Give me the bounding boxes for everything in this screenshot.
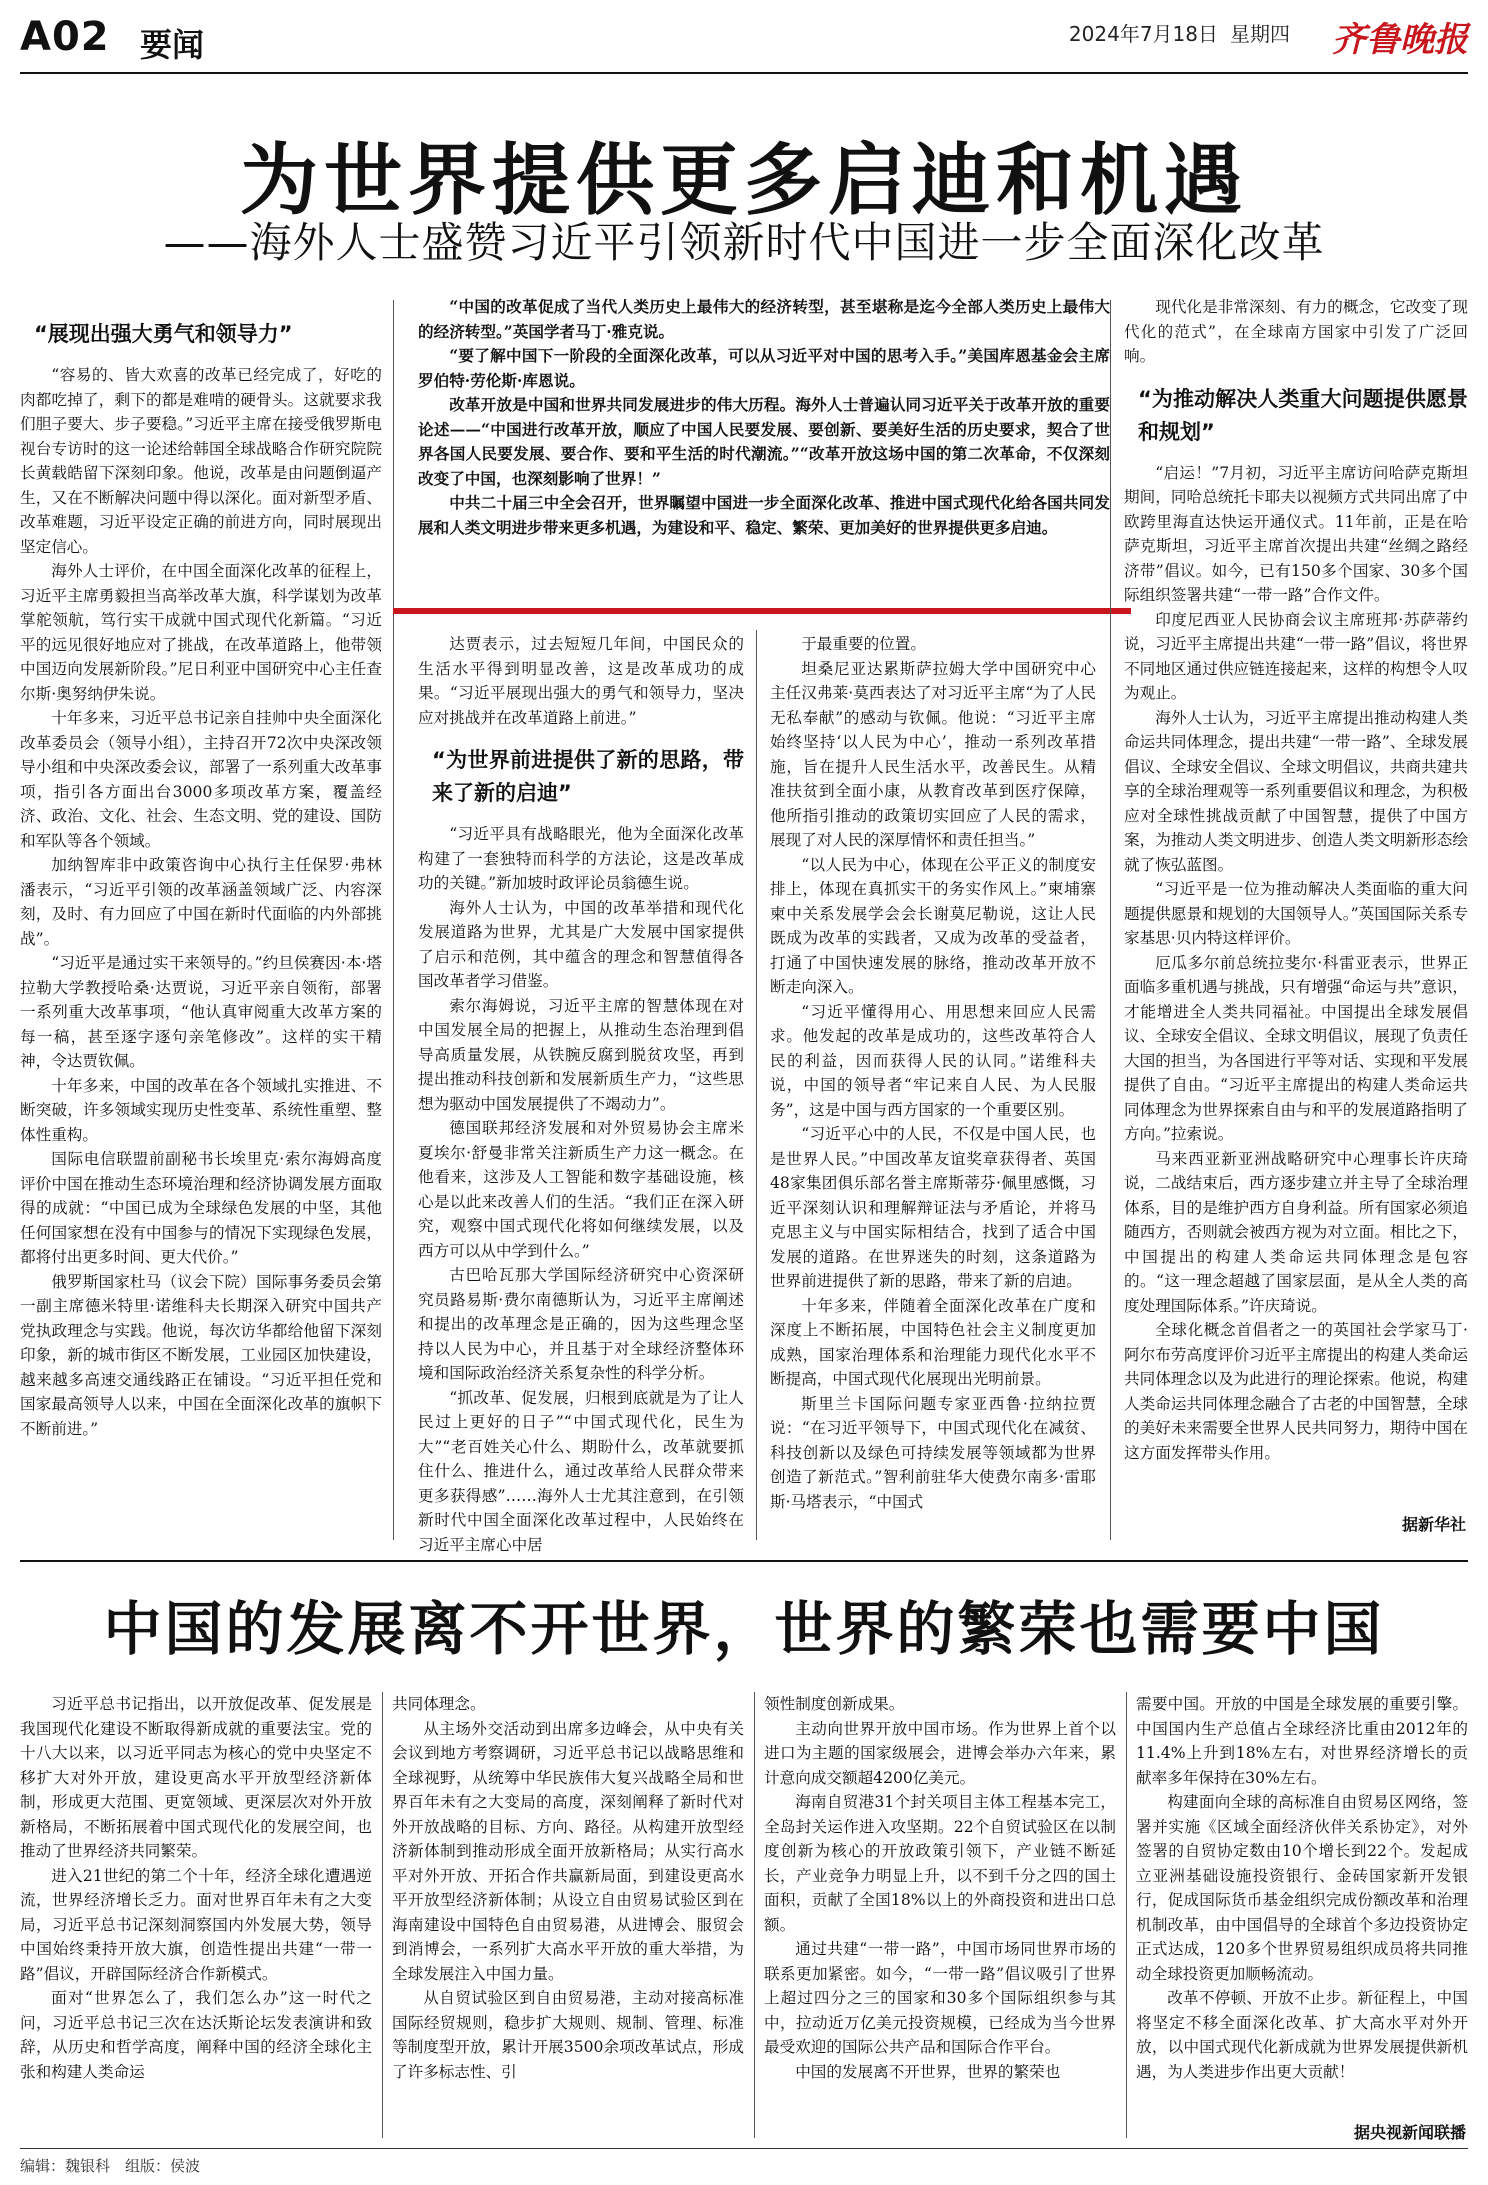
paragraph: 改革不停顿、开放不止步。新征程上，中国将坚定不移全面深化改革、扩大高水平对外开放，以中国式现代化新成就为世界发展提供新机遇，为人类进步作出更大贡献！ (1136, 1989, 1468, 2081)
box-paragraph: “要了解中国下一阶段的全面深化改革，可以从习近平对中国的思考入手。”美国库恩基金会主席罗伯特·劳伦斯·库恩说。 (418, 346, 1110, 390)
paragraph: 全球化概念首倡者之一的英国社会学家马丁·阿尔布劳高度评价习近平主席提出的构建人类命运共同体理念以及为此进行的理论探索。他说，构建人类命运共同体理念融合了古老的中国智慧，全球的美好未来需要全世界人民共同努力，期待中国在这方面发挥带头作用。 (1124, 1321, 1468, 1462)
paragraph: “启运！”7月初，习近平主席访问哈萨克斯坦期间，同哈总统托卡耶夫以视频方式共同出席了中欧跨里海直达快运开通仪式。11年前，正是在哈萨克斯坦，习近平主席首次提出共建“丝绸之路经济带”倡议。如今，已有150多个国家、30多个国际组织签署共建“一带一路”合作文件。 (1124, 463, 1468, 604)
article2-column-4 (1136, 1692, 1468, 2118)
paragraph: 十年多来，伴随着全面深化改革在广度和深度上不断拓展，中国特色社会主义制度更加成熟，国家治理体系和治理能力现代化水平不断提高，中国式现代化展现出光明前景。 (770, 1296, 1096, 1388)
paragraph: 俄罗斯国家杜马（议会下院）国际事务委员会第一副主席德米特里·诺维科夫长期深入研究中国共产党执政理念与实践。他说，每次访华都给他留下深刻印象，新的城市街区不断发展，工业园区加快建设，越来越多高速交通线路正在铺设。“习近平担任党和国家最高领导人以来，中国在全面深化改革的旗帜下不断前进。” (20, 1272, 382, 1438)
issue-weekday: 星期四 (1230, 22, 1290, 46)
paragraph: 坦桑尼亚达累斯萨拉姆大学中国研究中心主任汉弗莱·莫西表达了对习近平主席“为了人民无私奉献”的感动与钦佩。他说：“习近平主席始终坚持‘以人民为中心’，推动一系列改革措施，旨在提升人民生活水平，改善民生。从精准扶贫到全面小康，从教育改革到医疗保障，他所指引推动的政策切实回应了人民的需求，展现了对人民的深厚情怀和责任担当。” (770, 659, 1096, 849)
paragraph: 于最重要的位置。 (801, 635, 926, 653)
main-subheadline: ——海外人士盛赞习近平引领新时代中国进一步全面深化改革 (163, 218, 1325, 267)
paragraph: 习近平总书记指出，以开放促改革、促发展是我国现代化建设不断取得新成就的重要法宝。党的十八大以来，以习近平同志为核心的党中央坚定不移扩大对外开放，建设更高水平开放型经济新体制，形成更大范围、更宽领域、更深层次对外开放新格局，不断拓展着中国式现代化的发展空间，也推动了世界经济共同繁荣。 (20, 1695, 372, 1860)
section-name: 要闻 (140, 26, 205, 64)
paragraph: 印度尼西亚人民协商会议主席班邦·苏萨蒂约说，习近平主席提出共建“一带一路”倡议，将世界不同地区通过供应链连接起来，这样的构想令人叹为观止。 (1124, 610, 1468, 702)
paragraph: 进入21世纪的第二个十年，经济全球化遭遇逆流，世界经济增长乏力。面对世界百年未有之大变局，习近平总书记深刻洞察国内外发展大势，领导中国始终秉持开放大旗，创造性提出共建“一带一路”倡议，开辟国际经济合作新模式。 (20, 1866, 372, 1983)
highlight-box (418, 295, 1110, 587)
paragraph: 共同体理念。 (392, 1695, 486, 1713)
issue-date: 2024年7月18日 (1068, 22, 1218, 46)
paragraph: 海南自贸港31个封关项目主体工程基本完工，全岛封关运作进入攻坚期。22个自贸试验区在以制度创新为核心的开放政策引领下，产业链不断延长，产业竞争力明显上升，以不到千分之四的国土面积，贡献了全国18%以上的外商投资和进出口总额。 (764, 1793, 1116, 1934)
paragraph: 十年多来，中国的改革在各个领域扎实推进、不断突破，许多领域实现历史性变革、系统性重塑、整体性重构。 (20, 1076, 382, 1144)
paragraph: “习近平是通过实干来领导的。”约旦侯赛因·本·塔拉勒大学教授哈桑·达贾说，习近平亲自领衔，部署一系列重大改革事项，“他认真审阅重大改革方案的每一稿，甚至逐字逐句亲笔修改”。这样的实干精神，令达贾钦佩。 (20, 954, 382, 1070)
article2-column-1 (20, 1692, 372, 2138)
footer-rule (20, 2148, 1468, 2149)
red-divider-bar (393, 608, 1131, 614)
section-rule (20, 1560, 1468, 1562)
paragraph: 构建面向全球的高标准自由贸易区网络，签署并实施《区域全面经济伙伴关系协定》，对外签署的自贸协定数由10个增长到22个。发起成立亚洲基础设施投资银行、金砖国家新开发银行，促成国际货币基金组织完成份额改革和治理机制改革，由中国倡导的全球首个多边投资协定正式达成，120多个世界贸易组织成员将共同推动全球投资更加顺畅流动。 (1136, 1793, 1468, 1983)
subheading-3: “为推动解决人类重大问题提供愿景和规划” (1138, 386, 1468, 444)
column-divider (393, 300, 394, 1540)
paragraph: 主动向世界开放中国市场。作为世界上首个以进口为主题的国家级展会，进博会举办六年来，累计意向成交额超4200亿美元。 (764, 1719, 1116, 1787)
article1-source: 据新华社 (1401, 1515, 1466, 1534)
box-paragraph: “中国的改革促成了当代人类历史上最伟大的经济转型，甚至堪称是迄今全部人类历史上最伟大的经济转型。”英国学者马丁·雅克说。 (418, 297, 1110, 341)
page-number: A02 (20, 14, 110, 60)
paragraph: 通过共建“一带一路”，中国市场同世界市场的联系更加紧密。如今，“一带一路”倡议吸引了世界上超过四分之三的国家和30多个国际组织参与其中，拉动近万亿美元投资规模，已经成为当今世界最受欢迎的国际公共产品和国际合作平台。 (764, 1940, 1116, 2056)
paragraph: 领性制度创新成果。 (764, 1695, 905, 1713)
paragraph: 国际电信联盟前副秘书长埃里克·索尔海姆高度评价中国在推动生态环境治理和经济协调发展方面取得的成就：“中国已成为全球绿色发展的中坚，其他任何国家想在没有中国参与的情况下实现绿色发展，都将付出更多时间、更大代价。” (20, 1150, 382, 1266)
paragraph: 需要中国。开放的中国是全球发展的重要引擎。中国国内生产总值占全球经济比重由2012年的11.4%上升到18%左右，对世界经济增长的贡献率多年保持在30%左右。 (1136, 1695, 1468, 1787)
paragraph: 十年多来，习近平总书记亲自挂帅中央全面深化改革委员会（领导小组），主持召开72次中央深改领导小组和中央深改委会议，部署了一系列重大改革事项，指引各方面出台3000多项改革方案，覆盖经济、政治、文化、社会、生态文明、党的建设、国防和军队等各个领域。 (20, 709, 382, 850)
subheading-1: “展现出强大勇气和领导力” (34, 322, 293, 346)
paragraph: 从主场外交活动到出席多边峰会，从中央有关会议到地方考察调研，习近平总书记以战略思维和全球视野，从统筹中华民族伟大复兴战略全局和世界百年未有之大变局的高度，深刻阐释了新时代对外开放战略的目标、方向、路径。从构建开放型经济新体制到推动形成全面开放新格局；从实行高水平对外开放、开拓合作共赢新局面，到建设更高水平开放型经济新体制；从设立自由贸易试验区到在海南建设中国特色自由贸易港，从进博会、服贸会到消博会，一系列扩大高水平开放的重大举措，为全球发展注入中国力量。 (392, 1719, 744, 1983)
paragraph: “容易的、皆大欢喜的改革已经完成了，好吃的肉都吃掉了，剩下的都是难啃的硬骨头。这就要求我们胆子要大、步子要稳。”习近平主席在接受俄罗斯电视台专访时的这一论述给韩国全球战略合作研究院院长黄载皓留下深刻印象。他说，改革是由问题倒逼产生，又在不断解决问题中得以深化。面对新型矛盾、改革难题，习近平设定正确的前进方向，同时展现出坚定信心。 (20, 366, 382, 556)
paragraph: 索尔海姆说，习近平主席的智慧体现在对中国发展全局的把握上，从推动生态治理到倡导高质量发展，从铁腕反腐到脱贫攻坚，再到提出推动科技创新和发展新质生产力，“这些思想为驱动中国发展提供了不竭动力”。 (418, 996, 744, 1113)
paragraph: 德国联邦经济发展和对外贸易协会主席米夏埃尔·舒曼非常关注新质生产力这一概念。在他看来，这涉及人工智能和数字基础设施，核心是以此来改善人们的生活。“我们正在深入研究，观察中国式现代化将如何继续发展，以及西方可以从中学到什么。” (418, 1119, 744, 1260)
column-divider (756, 630, 757, 1540)
editor-credit: 编辑：魏银科 组版：侯波 (20, 2157, 201, 2175)
paragraph: 马来西亚新亚洲战略研究中心理事长许庆琦说，二战结束后，西方逐步建立并主导了全球治理体系，目的是维护西方自身利益。所有国家必须追随西方，否则就会被西方视为对立面。相比之下，中国提出的构建人类命运共同体理念是包容的。“这一理念超越了国家层面，是从全人类的高度处理国际体系。”许庆琦说。 (1124, 1149, 1468, 1315)
column-divider (1110, 300, 1111, 1540)
paragraph: 达贾表示，过去短短几年间，中国民众的生活水平得到明显改善，这是改革成功的成果。“习近平展现出强大的勇气和领导力，坚决应对挑战并在改革道路上前进。” (418, 635, 744, 727)
paragraph: 中国的发展离不开世界，世界的繁荣也 (795, 2062, 1061, 2081)
paragraph: 现代化是非常深刻、有力的概念，它改变了现代化的范式”，在全球南方国家中引发了广泛回响。 (1124, 298, 1468, 365)
paragraph: “习近平是一位为推动解决人类面临的重大问题提供愿景和规划的大国领导人。”英国国际关系专家基思·贝内特这样评价。 (1124, 880, 1468, 947)
column-divider (382, 1692, 383, 2138)
subheading-2: “为世界前进提供了新的思路，带来了新的启迪” (432, 748, 744, 805)
article2-headline: 中国的发展离不开世界，世界的繁荣也需要中国 (103, 1595, 1385, 1663)
paragraph: 海外人士评价，在中国全面深化改革的征程上，习近平主席勇毅担当高举改革大旗，科学谋划为改革掌舵领航，笃行实干成就中国式现代化新篇。“习近平的远见很好地应对了挑战，在改革道路上，他带领中国迈向发展新阶段。”尼日利亚中国研究中心主任查尔斯·奥努纳伊朱说。 (20, 562, 382, 703)
box-paragraph: 中共二十届三中全会召开，世界瞩望中国进一步全面深化改革、推进中国式现代化给各国共同发展和人类文明进步带来更多机遇，为建设和平、稳定、繁荣、更加美好的世界提供更多启迪。 (418, 493, 1110, 537)
paragraph: “习近平具有战略眼光，他为全面深化改革构建了一套独特而科学的方法论，这是改革成功的关键。”新加坡时政评论员翁德生说。 (418, 825, 744, 892)
paragraph: “抓改革、促发展，归根到底就是为了让人民过上更好的日子”“中国式现代化，民生为大”“老百姓关心什么、期盼什么，改革就要抓住什么、推进什么，通过改革给人民群众带来更多获得感”……海外人士尤其注意到，在引领新时代中国全面深化改革过程中，人民始终在习近平主席心中居 (418, 1388, 744, 1554)
page-header (20, 14, 1468, 74)
article2-column-2 (392, 1692, 744, 2138)
paragraph: “习近平心中的人民，不仅是中国人民，也是世界人民。”中国改革友谊奖章获得者、英国48家集团俱乐部名誉主席斯蒂芬·佩里感慨，习近平深刻认识和理解辩证法与矛盾论，并将马克思主义与中国实际相结合，找到了适合中国发展的道路。在世界迷失的时刻，这条道路为世界前进提供了新的思路，带来了新的启迪。 (770, 1125, 1096, 1290)
paragraph: “以人民为中心，体现在公平正义的制度安排上，体现在真抓实干的务实作风上。”柬埔寨柬中关系发展学会会长谢莫尼勒说，这让人民既成为改革的实践者，又成为改革的受益者，打通了中国快速发展的脉络，推动改革开放不断走向深入。 (770, 855, 1096, 996)
newspaper-logo: 齐鲁晚报 (1332, 20, 1468, 60)
article1-column-4 (1124, 295, 1468, 1505)
paragraph: 加纳智库非中政策咨询中心执行主任保罗·弗林潘表示，“习近平引领的改革涵盖领域广泛、内容深刻，及时、有力回应了中国在新时代面临的内外部挑战”。 (20, 856, 382, 948)
box-paragraph: 改革开放是中国和世界共同发展进步的伟大历程。海外人士普遍认同习近平关于改革开放的重要论述——“中国进行改革开放，顺应了中国人民要发展、要创新、要美好生活的历史要求，契合了世界各国人民要发展、要合作、要和平生活的时代潮流。”“改革开放这场中国的第二次革命，不仅深刻改变了中国，也深刻影响了世界！” (418, 395, 1110, 488)
paragraph: “习近平懂得用心、用思想来回应人民需求。他发起的改革是成功的，这些改革符合人民的利益，因而获得人民的认同。”诺维科夫说，中国的领导者“牢记来自人民、为人民服务”，这是中国与西方国家的一个重要区别。 (770, 1002, 1096, 1119)
column-divider (1126, 1692, 1127, 2138)
article1-column-3 (770, 632, 1096, 1536)
paragraph: 从自贸试验区到自由贸易港，主动对接高标准国际经贸规则，稳步扩大规则、规制、管理、标准等制度型开放，累计开展3500余项改革试点，形成了许多标志性、引 (392, 1989, 744, 2081)
paragraph: 海外人士认为，中国的改革举措和现代化发展道路为世界，尤其是广大发展中国家提供了启示和范例，其中蕴含的理念和智慧值得各国改革者学习借鉴。 (418, 898, 744, 990)
paragraph: 面对“世界怎么了，我们怎么办”这一时代之问，习近平总书记三次在达沃斯论坛发表演讲和致辞，从历史和哲学高度，阐释中国的经济全球化主张和构建人类命运 (20, 1989, 372, 2081)
paragraph: 古巴哈瓦那大学国际经济研究中心资深研究员路易斯·费尔南德斯认为，习近平主席阐述和提出的改革理念是正确的，因为这些理念坚持以人民为中心，并且基于对全球经济整体环境和国际政治经济关系复杂性的科学分析。 (418, 1266, 744, 1382)
article1-column-1 (20, 316, 382, 1536)
paragraph: 厄瓜多尔前总统拉斐尔·科雷亚表示，世界正面临多重机遇与挑战，只有增强“命运与共”意识，才能增进全人类共同福祉。中国提出全球发展倡议、全球安全倡议、全球文明倡议，展现了负责任大国的担当，为各国进行平等对话、实现和平发展提供了自由。“习近平主席提出的构建人类命运共同体理念为世界探索自由与和平的发展道路指明了方向。”拉索说。 (1124, 953, 1468, 1143)
article1-column-2 (418, 632, 744, 1554)
article2-source: 据央视新闻联播 (1353, 2123, 1466, 2142)
column-divider (754, 1692, 755, 2138)
paragraph: 海外人士认为，习近平主席提出推动构建人类命运共同体理念，提出共建“一带一路”、全球发展倡议、全球安全倡议、全球文明倡议，共商共建共享的全球治理观等一系列重要倡议和理念，为积极应对全球性挑战贡献了中国智慧，提供了中国方案，为推动人类文明进步、创造人类文明新形态绘就了恢弘蓝图。 (1124, 708, 1468, 874)
article2-column-3 (764, 1692, 1116, 2138)
paragraph: 斯里兰卡国际问题专家亚西鲁·拉纳拉贾说：“在习近平领导下，中国式现代化在减贫、科技创新以及绿色可持续发展等领域都为世界创造了新范式。”智利前驻华大使费尔南多·雷耶斯·马塔表示，“中国式 (770, 1394, 1096, 1511)
main-headline: 为世界提供更多启迪和机遇 (239, 135, 1248, 226)
